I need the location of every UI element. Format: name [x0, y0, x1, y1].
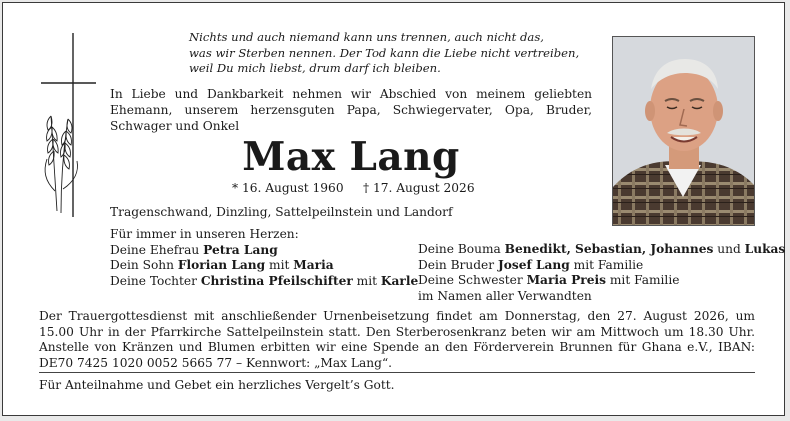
memorial-quote	[189, 30, 609, 77]
quote-line: was wir Sterben nennen. Der Tod kann die Liebe nicht vertreiben,	[189, 45, 580, 60]
divider	[39, 372, 755, 373]
family-member-line	[418, 242, 786, 258]
birth-date: * 16. August 1960	[232, 181, 344, 195]
connector-text: und	[713, 242, 745, 256]
cross-with-wheat-icon	[35, 31, 97, 221]
member-name: Florian Lang	[177, 258, 266, 273]
member-name: Benedikt, Sebastian, Johannes	[504, 242, 714, 256]
family-left-column	[110, 227, 419, 289]
relation-text: Dein Sohn	[110, 258, 178, 273]
death-date: † 17. August 2026	[363, 181, 475, 195]
deceased-name: Max Lang	[242, 134, 460, 180]
relation-text: Deine Schwester	[418, 273, 527, 288]
family-member-line	[110, 273, 419, 290]
connector-text: mit Familie	[569, 257, 644, 272]
relation-text: Dein Bruder	[418, 257, 498, 272]
family-right-column	[418, 242, 786, 304]
family-member-line	[110, 258, 410, 274]
relation-text: Deine Ehefrau	[110, 242, 204, 257]
family-closing-line	[418, 289, 763, 305]
member-name: Lukas	[744, 242, 786, 256]
connector-text: mit	[352, 273, 381, 288]
partner-name: Maria	[293, 258, 334, 273]
family-member-line	[418, 258, 763, 274]
relation-text: Deine Bouma	[418, 242, 505, 256]
quote-line: Nichts und auch niemand kann uns trennen, auch nicht das,	[189, 30, 544, 44]
intro-text: In Liebe und Dankbarkeit nehmen wir Abschied von meinem geliebten Ehemann, unserem herzensguten Papa, Schwiegervater, Opa, Bruder, Schwager und Onkel	[110, 87, 592, 133]
connector-text: mit Familie	[605, 273, 680, 288]
places-line: Tragenschwand, Dinzling, Sattelpeilnstein und Landorf	[110, 205, 453, 219]
member-name: Christina Pfeilschifter	[200, 273, 353, 288]
member-name: Maria Preis	[526, 273, 606, 288]
family-member-line	[418, 273, 763, 289]
family-heading: Für immer in unseren Herzen:	[110, 227, 299, 241]
partner-name: Karle	[380, 273, 419, 288]
thanks-line: Für Anteilnahme und Gebet ein herzliches Vergelt’s Gott.	[39, 378, 395, 392]
member-name: Petra Lang	[203, 242, 278, 257]
quote-line: weil Du mich liebst, drum darf ich bleiben.	[189, 61, 441, 75]
member-name: Josef Lang	[497, 257, 570, 272]
relation-text: im Namen aller Verwandten	[418, 288, 592, 303]
family-member-line	[110, 243, 410, 259]
connector-text: mit	[265, 258, 294, 273]
portrait-photo	[612, 36, 755, 226]
relation-text: Deine Tochter	[110, 273, 201, 288]
obituary-card	[2, 2, 785, 416]
service-details: Der Trauergottesdienst mit anschließender Urnenbeisetzung findet am Donnerstag, den 27. August 2026, um 15.00 Uhr in der Pfarrkirche Sattelpeilnstein statt. Den Sterberosenkranz beten wir am Mittwoch um 18.30 Uhr. Anstelle von Kränzen und Blumen erbitten wir eine Spende an den Förderverein Brunnen für Ghana e.V., IBAN: DE70 7425 1020 0052 5665 77 – Kennwort: „Max Lang“.	[39, 309, 755, 370]
